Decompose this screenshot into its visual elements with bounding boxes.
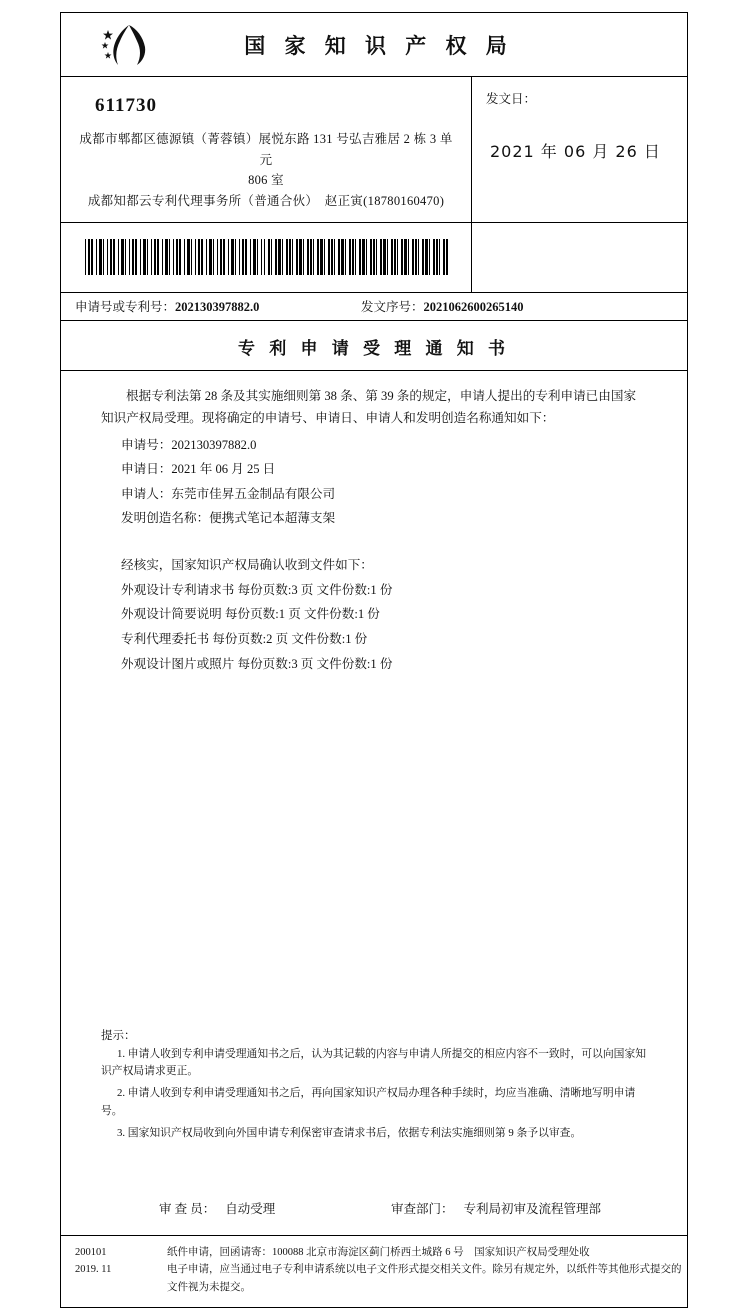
notes-title: 提示： xyxy=(101,1029,136,1042)
footer-form-code: 200101 xyxy=(75,1246,107,1258)
address-line-3: 成都知都云专利代理事务所（普通合伙） 赵正寅(18780160470) xyxy=(87,193,445,208)
footer-codes xyxy=(75,1244,151,1298)
intro-paragraph: 根据专利法第 28 条及其实施细则第 38 条、第 39 条的规定，申请人提出的专利申请已由国家知识产权局受理。现将确定的申请号、申请日、申请人和发明创造名称通知如下： xyxy=(101,388,637,425)
field-applicant: 申请人：东莞市佳昇五金制品有限公司 xyxy=(121,486,336,501)
footer-version: 2019. 11 xyxy=(75,1264,112,1276)
department-value: 专利局初审及流程管理部 xyxy=(463,1201,602,1216)
document-item-power-of-attorney: 专利代理委托书 每份页数:2 页 文件份数:1 份 xyxy=(121,632,368,647)
document-serial-value: 2021062600265140 xyxy=(423,300,524,314)
signature-row xyxy=(61,1199,687,1217)
barcode-application-number xyxy=(85,239,265,275)
department-block xyxy=(391,1199,647,1217)
note-item-2: 2. 申请人收到专利申请受理通知书之后，再向国家知识产权局办理各种手续时，均应当准确、清晰地写明申请号。 xyxy=(101,1087,636,1117)
application-number-label: 申请号或专利号： xyxy=(75,300,176,314)
document-item-design-request: 外观设计专利请求书 每份页数:3 页 文件份数:1 份 xyxy=(121,582,393,597)
document-item-brief-description: 外观设计简要说明 每份页数:1 页 文件份数:1 份 xyxy=(121,607,380,622)
numbers-row xyxy=(61,293,687,321)
address-line-2: 806 室 xyxy=(248,173,284,188)
footer-line-3: 文件视为未提交。 xyxy=(167,1282,251,1294)
page-title: 国 家 知 识 产 权 局 xyxy=(244,33,514,58)
field-invention-title: 发明创造名称：便携式笔记本超薄支架 xyxy=(121,511,336,526)
send-date-block xyxy=(472,77,687,222)
send-date-value: 2021 年 06 月 26 日 xyxy=(490,142,661,161)
examiner-block xyxy=(101,1199,391,1217)
application-number-field xyxy=(61,297,357,315)
received-documents-heading: 经核实，国家知识产权局确认收到文件如下： xyxy=(121,557,373,572)
footer-line-2: 电子申请，应当通过电子专利申请系统以电子文件形式提交相关文件。除另有规定外，以纸件等其他形式提交的 xyxy=(167,1264,682,1276)
examiner-value: 自动受理 xyxy=(225,1201,276,1216)
footer-line-1: 纸件申请，回函请寄：100088 北京市海淀区蓟门桥西土城路 6 号 国家知识产权局受理处收 xyxy=(167,1246,590,1258)
barcode-row xyxy=(61,223,687,293)
document-item-design-drawings: 外观设计图片或照片 每份页数:3 页 文件份数:1 份 xyxy=(121,656,393,671)
notice-title: 专 利 申 请 受 理 通 知 书 xyxy=(61,321,687,371)
application-fields xyxy=(101,433,647,531)
document-header xyxy=(61,13,687,77)
barcode-area xyxy=(61,223,472,292)
document-body xyxy=(61,371,687,931)
postal-code: 611730 xyxy=(95,95,157,116)
application-number-value: 202130397882.0 xyxy=(175,300,260,314)
logo-cell xyxy=(61,23,191,67)
field-application-number: 申请号：202130397882.0 xyxy=(121,437,257,452)
footer-text xyxy=(151,1244,687,1298)
document-serial-field xyxy=(357,297,687,315)
note-item-3: 3. 国家知识产权局收到向外国申请专利保密审查请求书后，依据专利法实施细则第 9 条予以审查。 xyxy=(117,1126,582,1139)
notice-document xyxy=(60,12,688,1308)
body-spacer xyxy=(101,531,647,547)
barcode-document-number xyxy=(268,239,448,275)
address-line-1: 成都市郫都区德源镇（菁蓉镇）展悦东路 131 号弘吉雅居 2 栋 3 单元 xyxy=(79,132,453,167)
document-footer xyxy=(61,1235,687,1308)
field-application-date: 申请日：2021 年 06 月 25 日 xyxy=(121,462,276,477)
cnipa-emblem-icon xyxy=(99,23,153,67)
examiner-label: 审 查 员： xyxy=(159,1201,216,1216)
document-serial-label: 发文序号： xyxy=(361,300,424,314)
addressee-block xyxy=(61,77,472,222)
address-date-row xyxy=(61,77,687,223)
notes-section xyxy=(61,1027,687,1143)
note-item-1: 1. 申请人收到专利申请受理通知书之后，认为其记载的内容与申请人所提交的相应内容不一致时，可以向国家知识产权局请求更正。 xyxy=(101,1047,647,1078)
send-date-label: 发文日： xyxy=(486,92,537,106)
received-documents xyxy=(101,553,647,676)
department-label: 审查部门： xyxy=(391,1201,454,1216)
barcode-spacer xyxy=(472,223,687,292)
